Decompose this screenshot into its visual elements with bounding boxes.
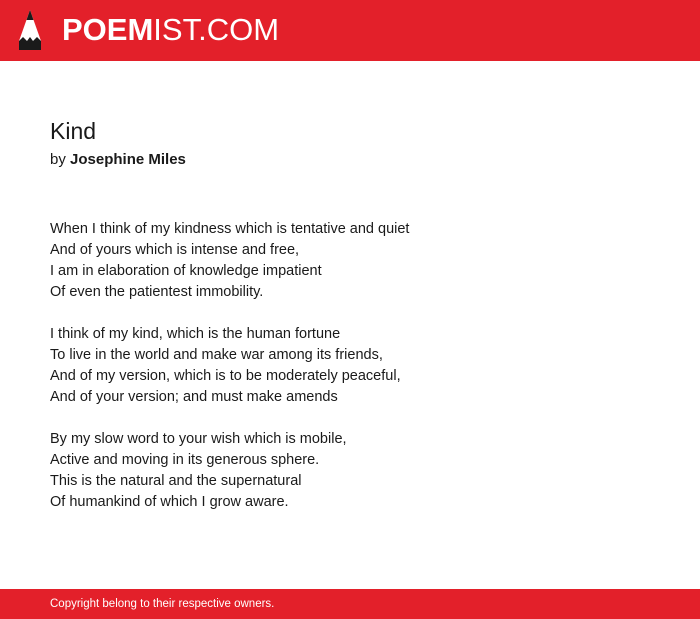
poem-line: When I think of my kindness which is tentative and quiet: [50, 221, 410, 237]
poem-line: Of humankind of which I grow aware.: [50, 494, 289, 510]
poem-line: And of yours which is intense and free,: [50, 242, 300, 258]
poem-line: To live in the world and make war among its friends,: [50, 347, 383, 363]
site-header: [0, 0, 700, 61]
pencil-tip-icon: [18, 9, 42, 51]
poem-line: And of your version; and must make amends: [50, 389, 338, 405]
site-logo-text: [62, 12, 279, 48]
poem-line: Of even the patientest immobility.: [50, 284, 264, 300]
poem-stanza: [50, 429, 670, 513]
site-footer: [0, 589, 700, 619]
poem-line: This is the natural and the supernatural: [50, 473, 302, 489]
poem-line: By my slow word to your wish which is mobile,: [50, 431, 347, 447]
poem-body: [50, 219, 670, 534]
poem-line: And of my version, which is to be moderately peaceful,: [50, 368, 401, 384]
byline-prefix: by: [50, 151, 66, 168]
poem-stanza: [50, 324, 670, 408]
poem-stanza: [50, 219, 670, 303]
poem-title: Kind: [50, 118, 97, 144]
poem-author: Josephine Miles: [70, 151, 186, 168]
copyright-text: Copyright belong to their respective owners.: [50, 598, 275, 610]
logo-bold-text: POEM: [62, 12, 154, 47]
poem-line: I am in elaboration of knowledge impatient: [50, 263, 322, 279]
poem-line: I think of my kind, which is the human fortune: [50, 326, 341, 342]
logo-light-text: IST.COM: [153, 12, 280, 47]
site-logo[interactable]: [0, 0, 280, 61]
poem-line: Active and moving in its generous sphere.: [50, 452, 320, 468]
poem-byline: [50, 150, 186, 169]
